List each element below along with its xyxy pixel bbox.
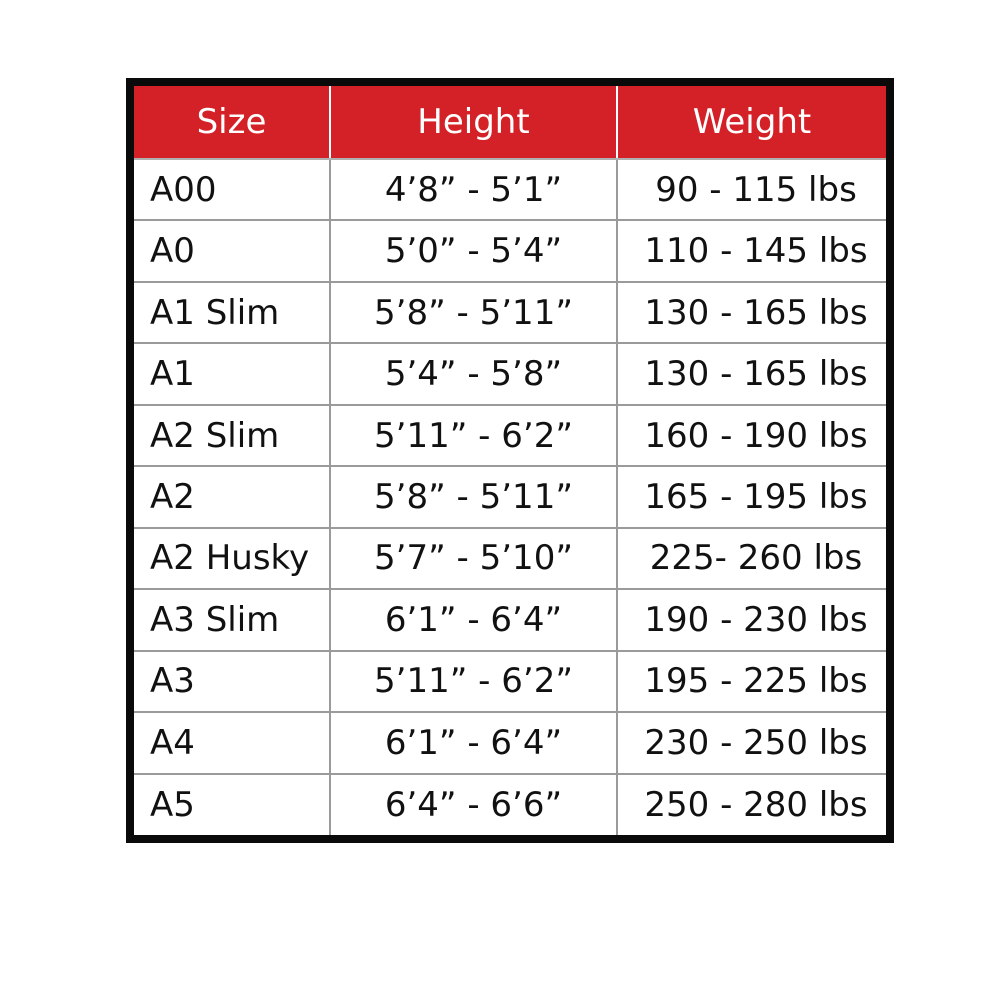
table-row bbox=[134, 466, 886, 527]
size-chart-frame bbox=[126, 78, 894, 843]
table-row bbox=[134, 528, 886, 589]
table-row bbox=[134, 774, 886, 835]
size-cell: A5 bbox=[134, 774, 330, 835]
weight-cell: 90 - 115 lbs bbox=[617, 159, 886, 220]
size-cell: A2 bbox=[134, 466, 330, 527]
table-row bbox=[134, 220, 886, 281]
height-cell: 5’0” - 5’4” bbox=[330, 220, 617, 281]
table-row bbox=[134, 159, 886, 220]
size-chart-body bbox=[134, 159, 886, 835]
weight-cell: 160 - 190 lbs bbox=[617, 405, 886, 466]
weight-cell: 130 - 165 lbs bbox=[617, 282, 886, 343]
weight-column-header: Weight bbox=[617, 86, 886, 159]
size-cell: A1 bbox=[134, 343, 330, 404]
height-column-header: Height bbox=[330, 86, 617, 159]
size-cell: A3 bbox=[134, 651, 330, 712]
size-cell: A00 bbox=[134, 159, 330, 220]
table-row bbox=[134, 343, 886, 404]
size-cell: A1 Slim bbox=[134, 282, 330, 343]
height-cell: 6’1” - 6’4” bbox=[330, 712, 617, 773]
weight-cell: 110 - 145 lbs bbox=[617, 220, 886, 281]
height-cell: 5’11” - 6’2” bbox=[330, 405, 617, 466]
size-cell: A2 Husky bbox=[134, 528, 330, 589]
table-row bbox=[134, 651, 886, 712]
size-cell: A2 Slim bbox=[134, 405, 330, 466]
weight-cell: 230 - 250 lbs bbox=[617, 712, 886, 773]
weight-cell: 165 - 195 lbs bbox=[617, 466, 886, 527]
height-cell: 5’7” - 5’10” bbox=[330, 528, 617, 589]
table-row bbox=[134, 405, 886, 466]
size-cell: A0 bbox=[134, 220, 330, 281]
table-row bbox=[134, 282, 886, 343]
size-cell: A3 Slim bbox=[134, 589, 330, 650]
weight-cell: 190 - 230 lbs bbox=[617, 589, 886, 650]
height-cell: 6’4” - 6’6” bbox=[330, 774, 617, 835]
height-cell: 6’1” - 6’4” bbox=[330, 589, 617, 650]
size-cell: A4 bbox=[134, 712, 330, 773]
table-row bbox=[134, 589, 886, 650]
height-cell: 5’8” - 5’11” bbox=[330, 282, 617, 343]
weight-cell: 225- 260 lbs bbox=[617, 528, 886, 589]
table-row bbox=[134, 712, 886, 773]
height-cell: 4’8” - 5’1” bbox=[330, 159, 617, 220]
height-cell: 5’8” - 5’11” bbox=[330, 466, 617, 527]
height-cell: 5’4” - 5’8” bbox=[330, 343, 617, 404]
weight-cell: 250 - 280 lbs bbox=[644, 784, 868, 825]
weight-cell: 130 - 165 lbs bbox=[617, 343, 886, 404]
weight-cell: 195 - 225 lbs bbox=[617, 651, 886, 712]
size-column-header: Size bbox=[134, 86, 330, 159]
header-row bbox=[134, 86, 886, 159]
height-cell: 5’11” - 6’2” bbox=[330, 651, 617, 712]
size-chart-table bbox=[134, 86, 886, 835]
